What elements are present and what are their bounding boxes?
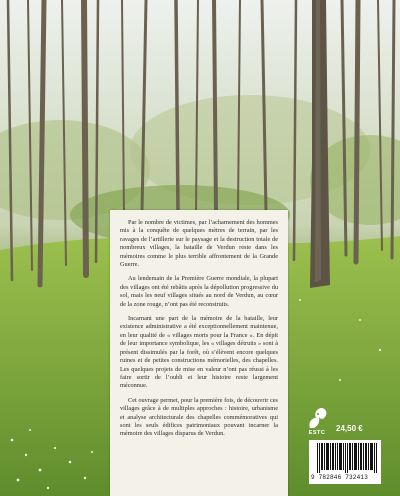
back-cover-text-panel — [110, 210, 288, 496]
summary-paragraph-3: Incarnant une part de la mémoire de la bataille, leur existence administrative a été exceptionnellement maintenue, en leur qualité de « villages morts pour la France ». En dépit de leur importance symbolique, les « villages détruits » sont à présent dissimulés par la forêt, où s’élèvent encore quelques ruines et de petites constructions mémorielles, des chapelles. Les quelques projets de mise en valeur n’ont pas réussi à les faire sortir de l’oubli et leur histoire reste largement méconnue. — [120, 315, 278, 390]
publisher-name: ESTC — [308, 430, 326, 436]
summary-paragraph-2: Au lendemain de la Première Guerre mondiale, la plupart des villages ont été rebâtis après la dépollution progressive du sol, mais les neuf villages situés au nord de Verdun, au cœur de la zone rouge, n’ont pas été reconstruits. — [120, 275, 278, 308]
price-label: 24,50 € — [336, 424, 363, 433]
squirrel-logo-icon — [304, 404, 330, 432]
barcode-bars — [317, 443, 377, 473]
isbn-number: 9 782846 732413 — [311, 474, 369, 481]
isbn-barcode — [309, 440, 381, 484]
summary-paragraph-4: Cet ouvrage permet, pour la première fois, de découvrir ces villages grâce à de multiples approches : histoire, urbanisme et analyse architecturale des chapelles commémoratives qui sont les seuls édifices patrimoniaux pouvant incarner la mémoire des villages disparus de Verdun. — [120, 396, 278, 438]
summary-paragraph-1: Par le nombre de victimes, par l’acharnement des hommes mis à la conquête de quelques mètres de terrain, par les ravages de l’artillerie sur le paysage et la destruction totale de nombreux villages, la bataille de Verdun reste dans les mémoires comme le plus terrible affrontement de la Grande Guerre. — [120, 219, 278, 269]
